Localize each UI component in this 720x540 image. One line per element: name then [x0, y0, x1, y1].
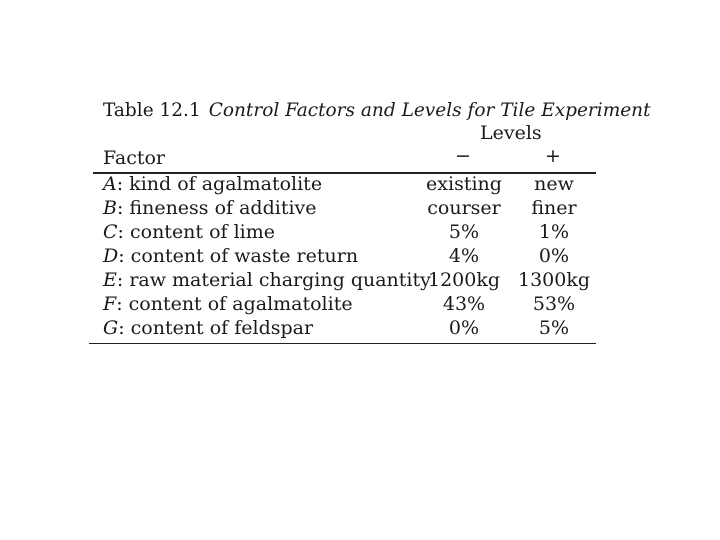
- table-number: Table 12.1: [103, 100, 201, 121]
- high-level-cell: 5%: [538, 317, 570, 339]
- table-row: [0, 293, 720, 317]
- factor-letter: D: [103, 245, 119, 267]
- low-level-cell: courser: [427, 197, 501, 219]
- high-level-cell: 1300kg: [517, 269, 591, 291]
- factor-letter: A: [103, 173, 117, 195]
- high-level-cell: 0%: [538, 245, 570, 267]
- factor-cell: [103, 245, 358, 267]
- table-title: Control Factors and Levels for Tile Experiment: [208, 100, 651, 121]
- factor-name: : raw material charging quantity: [116, 269, 431, 291]
- table-row: [0, 269, 720, 293]
- factor-cell: [103, 317, 313, 339]
- factor-name: : content of feldspar: [118, 317, 314, 339]
- level-low-symbol: −: [455, 145, 471, 167]
- bottom-rule: [89, 343, 596, 344]
- factor-cell: [103, 221, 275, 243]
- levels-header: Levels: [480, 122, 542, 144]
- factor-letter: B: [103, 197, 117, 219]
- factor-name: : content of agalmatolite: [116, 293, 353, 315]
- factor-name: : fineness of additive: [116, 197, 317, 219]
- low-level-cell: 0%: [448, 317, 480, 339]
- low-level-cell: 4%: [448, 245, 480, 267]
- factor-name: : content of lime: [117, 221, 276, 243]
- high-level-cell: finer: [531, 197, 577, 219]
- factor-cell: [103, 173, 322, 195]
- factor-header: Factor: [103, 147, 166, 169]
- factor-letter: C: [103, 221, 118, 243]
- factor-letter: G: [103, 317, 119, 339]
- factor-name: : content of waste return: [118, 245, 359, 267]
- high-level-cell: 53%: [532, 293, 576, 315]
- factor-cell: [103, 269, 431, 291]
- low-level-cell: 43%: [442, 293, 486, 315]
- table-row: [0, 221, 720, 245]
- factor-cell: [103, 293, 353, 315]
- factor-cell: [103, 197, 317, 219]
- factor-letter: F: [103, 293, 117, 315]
- table-row: [0, 245, 720, 269]
- high-level-cell: new: [534, 173, 574, 195]
- high-level-cell: 1%: [538, 221, 570, 243]
- low-level-cell: 1200kg: [427, 269, 501, 291]
- table-row: [0, 197, 720, 221]
- table-caption: [103, 100, 651, 121]
- low-level-cell: existing: [426, 173, 502, 195]
- low-level-cell: 5%: [448, 221, 480, 243]
- table-row: [0, 173, 720, 197]
- factor-letter: E: [103, 269, 117, 291]
- table-row: [0, 317, 720, 341]
- level-high-symbol: +: [545, 145, 561, 167]
- factor-name: : kind of agalmatolite: [116, 173, 323, 195]
